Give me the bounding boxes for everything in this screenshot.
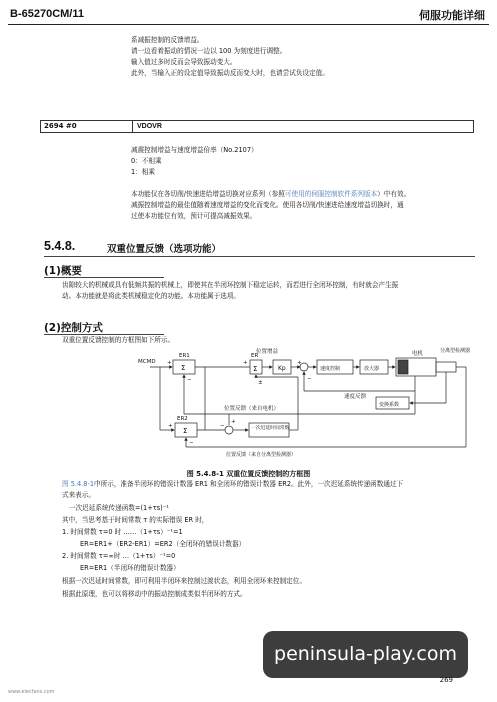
mcmd-label: MCMD — [138, 359, 156, 365]
sum-2-symbol: Σ — [183, 427, 188, 435]
position-gain-label: 位置增益 — [256, 349, 279, 355]
param-desc-line-2: 0：不相乘 — [131, 157, 162, 165]
document-code: B-65270CM/11 — [10, 8, 84, 20]
param-body-line-1: 本功能仅在各切削/快速进给增益切换对应系列（参照可使用的伺服控制软件系列版本）中有效。 — [131, 190, 411, 198]
separate-position-feedback-label: 位置反馈（来自分离型检测器） — [226, 452, 297, 458]
explain-line-2: 式来表示。 — [62, 491, 95, 499]
speed-sum-minus-sign: − — [307, 376, 312, 382]
speed-feedback-label: 速度反馈 — [344, 394, 367, 400]
intro-line-1: 系减振控制的反馈增益。 — [131, 36, 204, 44]
speed-control-label: 速度控制 — [320, 366, 341, 372]
explain-line-4: 根据一次迟延时间常数，即可利用半闭环来控制过渡状态，利用全闭环来控制定位。 — [62, 577, 306, 585]
intro-line-3: 输入值过多时反而会导致振动变大。 — [131, 58, 237, 66]
sum-2-minus-sign: − — [189, 440, 194, 446]
explain-line-5: 根据此原理，也可以将移动中的振动控制成类似半闭环的方式。 — [62, 590, 247, 598]
sum-2-plus-sign: + — [168, 423, 173, 429]
motor-encoder-icon — [398, 360, 408, 374]
param-desc-line-1: 减震控制增益与速度增益倍率（No.2107） — [131, 146, 258, 154]
overview-heading: (1)概要 — [44, 265, 82, 277]
header-section-title: 伺服功能详细 — [419, 9, 485, 22]
first-order-lag-label: 一次迟延时间常数 — [251, 426, 290, 431]
speed-sum-plus-sign: + — [297, 360, 302, 366]
intro-line-4: 此外，当输入正的设定值导致振动反而变大时，也请尝试负设定值。 — [131, 69, 329, 77]
er-diff-minus-sign: − — [220, 423, 225, 429]
er-diff-plus-sign: + — [231, 419, 236, 425]
er-label: ER — [251, 353, 259, 359]
motor-position-feedback-label: 位置反馈（来自电机） — [224, 406, 280, 412]
param-body-line-3: 过使本功能位有效，预计可提高减振效果。 — [131, 212, 257, 220]
explain-line-3: 其中，当思考基于时间常数 τ 的实际错误 ER 时， — [62, 516, 209, 524]
case-2-line: 2. 时间常数 τ=∞时 …（1+τs）⁻¹=0 — [62, 552, 176, 560]
separate-detector-label: 分离型检测器 — [440, 348, 471, 354]
figure-caption: 图 5.4.8-1 双重位置反馈控制的方框图 — [186, 470, 311, 478]
watermark-banner: peninsula-play.com — [263, 631, 468, 678]
param-desc-line-3: 1：相乘 — [131, 168, 155, 176]
sum-er-symbol: Σ — [253, 365, 258, 373]
motor-label: 电机 — [412, 351, 424, 357]
parameter-name: VDOVR — [137, 123, 162, 130]
page-number: 269 — [439, 676, 453, 684]
case-1-line: 1. 时间常数 τ=0 时 ……（1+τs）⁻¹=1 — [62, 528, 183, 536]
separate-detector-block — [436, 362, 456, 372]
control-intro: 双重位置反馈控制的方框图如下所示。 — [62, 336, 175, 344]
intro-line-2: 请一边看着振动的情况一边以 100 为刻度进行调整。 — [131, 47, 287, 55]
sum-1-plus-sign: + — [167, 360, 172, 366]
case-2-result: ER=ER1（半闭环的错误计数器） — [80, 564, 180, 572]
amplifier-label: 放大器 — [364, 366, 380, 372]
conversion-coefficient-label: 变换系数 — [379, 402, 400, 408]
parameter-number: 2694 #0 — [41, 121, 133, 132]
explain-line-1: 图 5.4.8-1中所示，准备半闭环的错误计数器 ER1 和全闭环的错误计数器 ER2。此外，一次迟延系统传递函数通过下 — [62, 480, 404, 488]
control-heading: (2)控制方式 — [44, 322, 103, 334]
software-version-link[interactable]: 可使用的伺服控制软件系列版本 — [284, 190, 378, 198]
er1-label: ER1 — [179, 353, 190, 359]
er-plus-sign: + — [243, 360, 248, 366]
figure-reference-link[interactable]: 图 5.4.8-1 — [62, 480, 95, 488]
er2-label: ER2 — [177, 416, 188, 422]
overview-line-1: 齿隙较大的机械或具有低频共振的机械上，即使其在半闭环控制下稳定运转，而若进行全闭环控制，有时就会产生振 — [62, 281, 399, 289]
param-body-line-2: 减振控制增益的最佳值随着速度增益的变化而变化。使用各切削/快速进给速度增益切换时，通 — [131, 201, 404, 209]
er-difference-junction — [225, 426, 233, 434]
case-1-result: ER=ER1+（ER2-ER1）=ER2（全闭环的错误计数器） — [80, 540, 246, 548]
overview-line-2: 动。本功能就是将此类机械稳定化的功能。本功能属于选项。 — [62, 292, 241, 300]
sum-1-minus-sign: − — [187, 377, 192, 383]
section-title: 双重位置反馈（选项功能） — [107, 244, 222, 255]
sum-1-symbol: Σ — [181, 364, 186, 372]
footer-source: www.elecfans.com — [8, 689, 55, 695]
kp-label: Kp — [278, 365, 286, 372]
er-plusminus-sign: ± — [258, 380, 263, 386]
transfer-function-formula: 一次迟延系统传递函数=(1+τs)⁻¹ — [69, 504, 169, 512]
section-number: 5.4.8. — [44, 239, 76, 253]
